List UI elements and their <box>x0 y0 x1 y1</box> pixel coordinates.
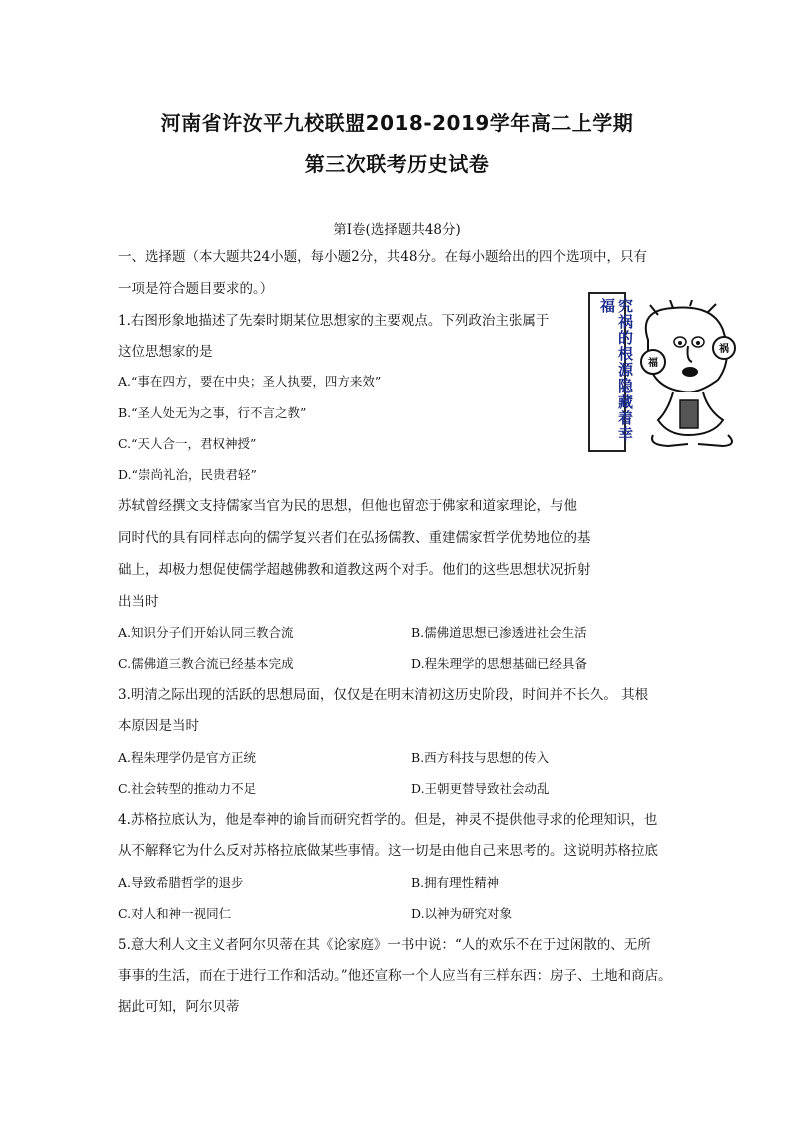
cartoon-caption-box <box>588 292 634 452</box>
instructions-line-2: 一项是符合题目要求的。） <box>118 281 274 297</box>
q4-option-a: A.导致希腊哲学的退步 <box>118 875 244 890</box>
q4-stem-2: 从不解释它为什么反对苏格拉底做某些事情。这一切是由他自己来思考的。这说明苏格拉底 <box>118 843 658 859</box>
q2-stem-4: 出当时 <box>118 594 159 610</box>
q5-stem-1: 5.意大利人文主义者阿尔贝蒂在其《论家庭》一书中说：“人的欢乐不在于过闲散的、无所 <box>118 937 651 953</box>
q3-stem-1: 3.明清之际出现的活跃的思想局面，仅仅是在明末清初这历史阶段，时间并不长久。 其根 <box>118 687 649 703</box>
q2-stem-3: 础上，却极力想促使儒学超越佛教和道教这两个对手。他们的这些思想状况折射 <box>118 562 591 578</box>
q3-option-b: B.西方科技与思想的传入 <box>411 750 550 765</box>
q1-stem-2: 这位思想家的是 <box>118 344 213 360</box>
q2-stem-2: 同时代的具有同样志向的儒学复兴者们在弘扬儒教、重建儒家哲学优势地位的基 <box>118 530 591 546</box>
page-subtitle: 第三次联考历史试卷 <box>304 152 490 176</box>
q1-option-b: B.“圣人处无为之事，行不言之教” <box>118 405 307 420</box>
q2-option-b: B.儒佛道思想已渗透进社会生活 <box>411 625 587 640</box>
q5-stem-2: 事事的生活，而在于进行工作和活动。”他还宣称一个人应当有三样东西：房子、土地和商店。 <box>118 968 672 984</box>
q3-stem-2: 本原因是当时 <box>118 718 199 734</box>
q3-option-d: D.王朝更替导致社会动乱 <box>411 781 550 796</box>
q2-option-d: D.程朱理学的思想基础已经具备 <box>411 656 588 671</box>
q1-option-a: A.“事在四方，要在中央；圣人执要，四方来效” <box>118 374 382 389</box>
q4-option-d: D.以神为研究对象 <box>411 906 513 921</box>
q4-option-b: B.拥有理性精神 <box>411 875 500 890</box>
q1-option-d: D.“崇尚礼治，民贵君轻” <box>118 467 257 482</box>
q2-stem-1: 苏轼曾经撰文支持儒家当官为民的思想，但他也留恋于佛家和道家理论，与他 <box>118 498 577 514</box>
q1-stem-1: 1.右图形象地描述了先秦时期某位思想家的主要观点。下列政治主张属于 <box>118 313 550 329</box>
q5-stem-3: 据此可知，阿尔贝蒂 <box>118 999 240 1015</box>
page-title: 河南省许汝平九校联盟2018-2019学年高二上学期 <box>160 111 634 135</box>
sign-left-label: 福 <box>648 358 658 369</box>
sign-right-label: 祸 <box>719 344 729 355</box>
cartoon-caption: 究祸的根源隐藏着幸福 <box>598 298 634 442</box>
q4-stem-1: 4.苏格拉底认为，他是奉神的谕旨而研究哲学的。但是，神灵不提供他寻求的伦理知识，也 <box>118 812 658 828</box>
cartoon-illustration <box>628 300 740 450</box>
q3-option-c: C.社会转型的推动力不足 <box>118 781 257 796</box>
q1-option-c: C.“天人合一，君权神授” <box>118 436 257 451</box>
q2-option-a: A.知识分子们开始认同三教合流 <box>118 625 294 640</box>
instructions-line-1: 一、选择题（本大题共24小题，每小题2分，共48分。在每小题给出的四个选项中，只有 <box>118 249 647 265</box>
q2-option-c: C.儒佛道三教合流已经基本完成 <box>118 656 294 671</box>
q3-option-a: A.程朱理学仍是官方正统 <box>118 750 257 765</box>
q4-option-c: C.对人和神一视同仁 <box>118 906 232 921</box>
section-heading: 第Ⅰ卷(选择题共48分) <box>333 222 461 238</box>
